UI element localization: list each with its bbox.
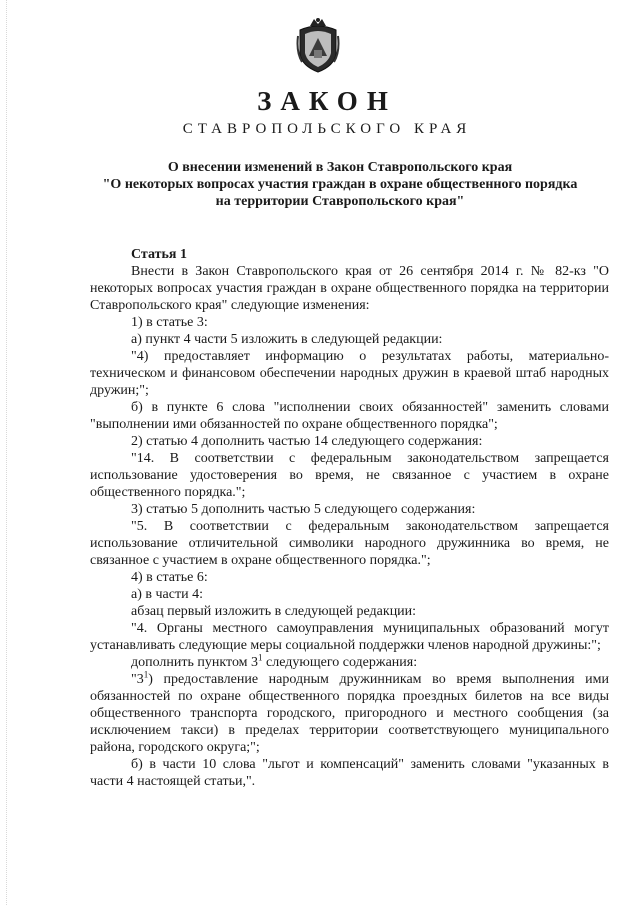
paragraph: 3) статью 5 дополнить частью 5 следующего содержания:: [131, 502, 476, 517]
paragraph: "5. В соответствии с федеральным законодательством запрещается использование отличительной символики народного дружинника во время, не связанное с участием в охране общественного порядка.";: [90, 519, 609, 568]
article-body: [90, 263, 609, 790]
paragraph: Внести в Закон Ставропольского края от 26 сентября 2014 г. № 82-кз "О некоторых вопросах участия граждан в охране общественного порядка на территории Ставропольского края" следующие изменения:: [90, 264, 609, 313]
paragraph: [90, 654, 609, 671]
text-run: следующего содержания:: [262, 655, 418, 670]
superscript: 1: [143, 669, 149, 680]
document-title: ЗАКОН: [257, 86, 397, 116]
law-heading-line: на территории Ставропольского края": [215, 194, 465, 209]
paragraph: абзац первый изложить в следующей редакции:: [131, 604, 417, 619]
law-heading-line: О внесении изменений в Закон Ставропольского края: [167, 160, 513, 175]
article-title: Статья 1: [131, 247, 187, 262]
paragraph: 1) в статье 3:: [131, 315, 208, 330]
paragraph: "14. В соответствии с федеральным законодательством запрещается использование удостоверения во время, не связанное с участием в охране общественного порядка.";: [90, 451, 609, 500]
coat-of-arms-icon: [296, 16, 340, 74]
paragraph: 4) в статье 6:: [131, 570, 208, 585]
paragraph: 2) статью 4 дополнить частью 14 следующего содержания:: [131, 434, 483, 449]
law-heading: [80, 159, 600, 210]
document-subtitle: СТАВРОПОЛЬСКОГО КРАЯ: [182, 121, 472, 137]
text-run: "3: [131, 672, 144, 687]
paragraph: а) пункт 4 части 5 изложить в следующей редакции:: [131, 332, 443, 347]
paragraph: а) в части 4:: [131, 587, 203, 602]
text-run: дополнить пунктом 3: [131, 655, 259, 670]
text-run: ) предоставление народным дружинникам во время выполнения ими обязанностей по охране общественного порядка проездных билетов на все виды общественного транспорта городского, пригородного и местного сообщения (за исключением такси) в пределах территории соответствующего муниципального района, городского округа;";: [90, 672, 609, 755]
paragraph: [90, 671, 609, 756]
law-heading-line: "О некоторых вопросах участия граждан в охране общественного порядка: [102, 177, 578, 192]
paragraph: "4) предоставляет информацию о результатах работы, материально-техническом и финансовом обеспечении народных дружин в краевой штаб народных дружин;";: [90, 349, 609, 398]
superscript: 1: [258, 652, 263, 663]
paragraph: б) в части 10 слова "льгот и компенсаций" заменить словами "указанных в части 4 настоящей статьи,".: [90, 757, 609, 789]
paragraph: "4. Органы местного самоуправления муниципальных образований могут устанавливать следующие меры социальной поддержки членов народной дружины:";: [90, 621, 609, 653]
paragraph: б) в пункте 6 слова "исполнении своих обязанностей" заменить словами "выполнении ими обязанностей по охране общественного порядка";: [90, 400, 609, 432]
